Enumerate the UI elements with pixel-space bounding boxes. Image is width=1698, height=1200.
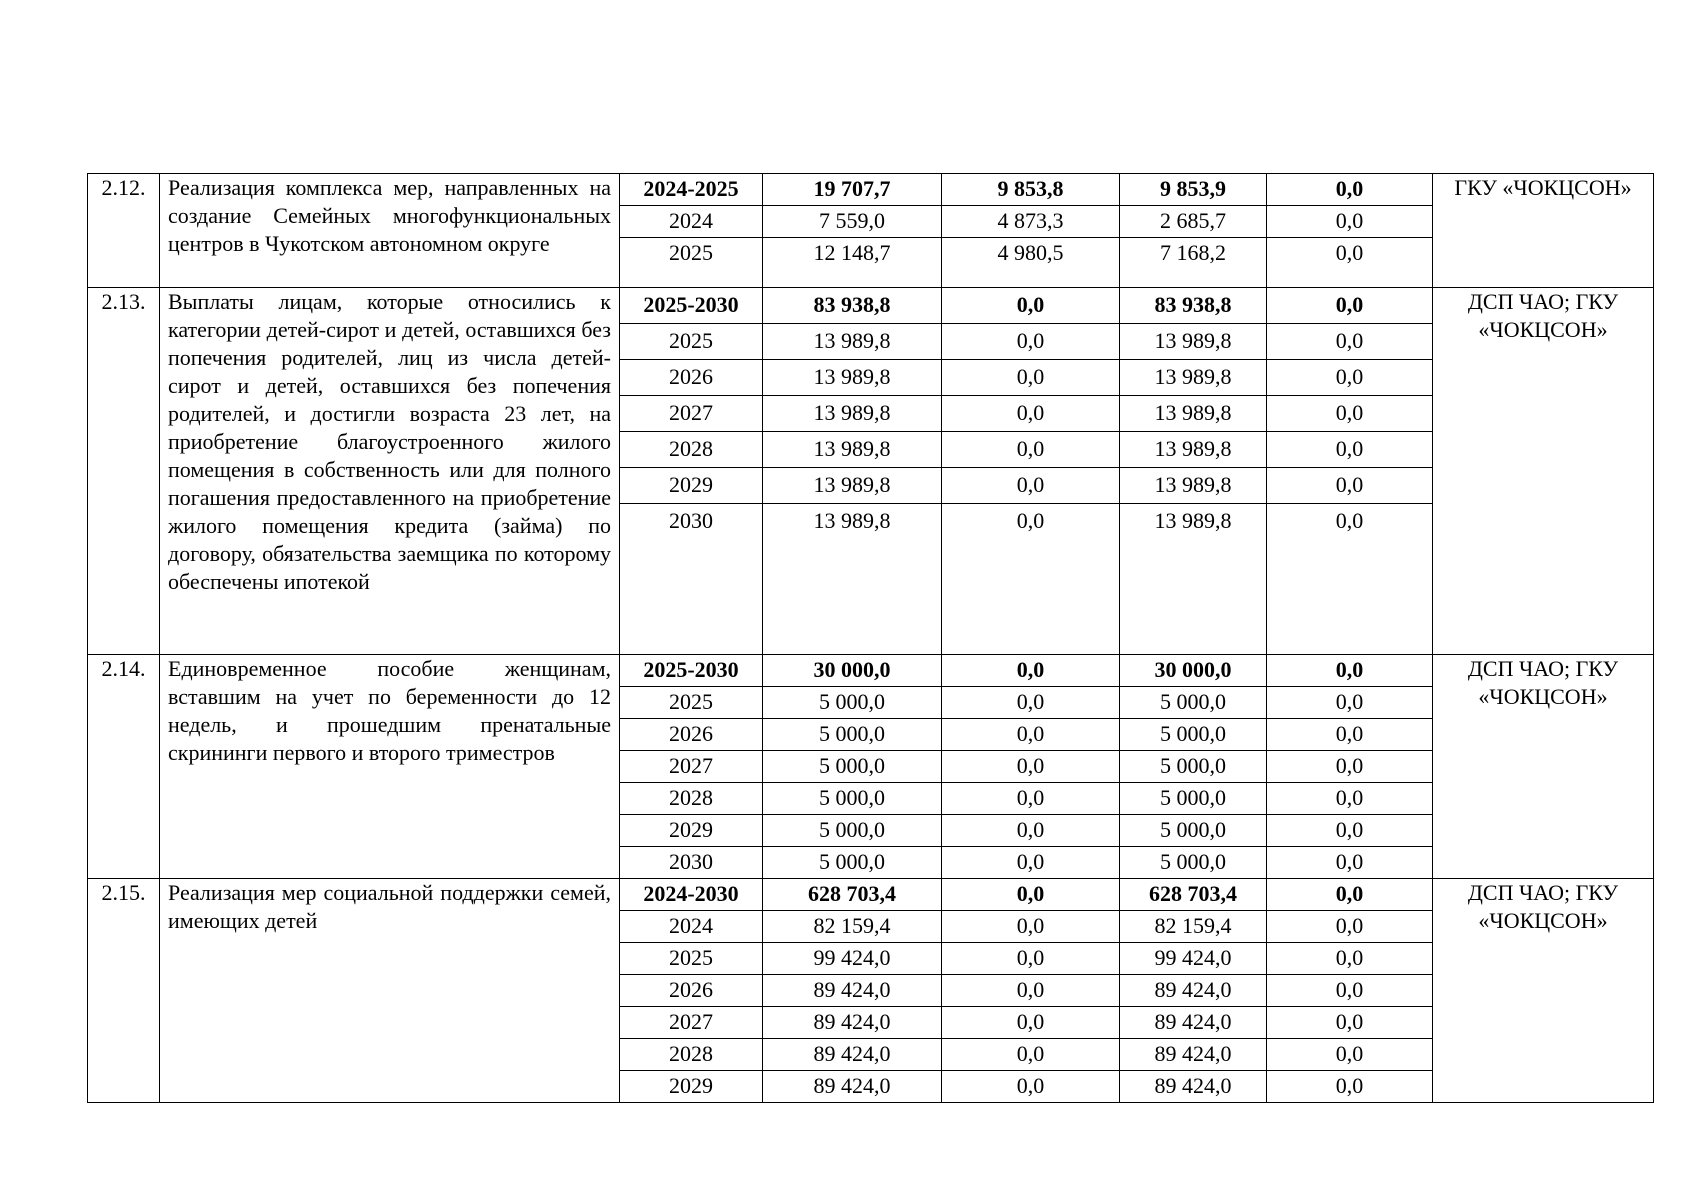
funding-cell: 0,0	[942, 975, 1120, 1007]
table-row	[88, 655, 1654, 687]
total-cell: 30 000,0	[763, 655, 942, 687]
funding-cell: 13 989,8	[1120, 504, 1267, 655]
funding-cell: 30 000,0	[1120, 655, 1267, 687]
funding-cell: 0,0	[1267, 324, 1433, 360]
period-cell: 2024-2030	[620, 879, 763, 911]
funding-cell: 0,0	[942, 1071, 1120, 1103]
total-cell: 5 000,0	[763, 751, 942, 783]
funding-cell: 0,0	[1267, 206, 1433, 238]
period-cell: 2025	[620, 687, 763, 719]
funding-cell: 5 000,0	[1120, 751, 1267, 783]
funding-cell: 9 853,9	[1120, 174, 1267, 206]
funding-cell: 9 853,8	[942, 174, 1120, 206]
funding-cell: 0,0	[942, 879, 1120, 911]
funding-cell: 4 873,3	[942, 206, 1120, 238]
funding-cell: 0,0	[1267, 360, 1433, 396]
period-cell: 2028	[620, 783, 763, 815]
total-cell: 89 424,0	[763, 1007, 942, 1039]
total-cell: 13 989,8	[763, 468, 942, 504]
funding-cell: 0,0	[942, 1007, 1120, 1039]
funding-cell: 0,0	[1267, 1007, 1433, 1039]
funding-cell: 0,0	[942, 324, 1120, 360]
period-cell: 2028	[620, 1039, 763, 1071]
funding-cell: 0,0	[1267, 396, 1433, 432]
period-cell: 2024-2025	[620, 174, 763, 206]
period-cell: 2026	[620, 719, 763, 751]
funding-cell: 0,0	[1267, 468, 1433, 504]
total-cell: 19 707,7	[763, 174, 942, 206]
funding-cell: 0,0	[942, 288, 1120, 324]
funding-cell: 628 703,4	[1120, 879, 1267, 911]
total-cell: 5 000,0	[763, 719, 942, 751]
total-cell: 7 559,0	[763, 206, 942, 238]
funding-cell: 0,0	[942, 751, 1120, 783]
funding-cell: 0,0	[1267, 879, 1433, 911]
total-cell: 13 989,8	[763, 504, 942, 655]
period-cell: 2027	[620, 396, 763, 432]
period-cell: 2025	[620, 238, 763, 288]
funding-cell: 5 000,0	[1120, 847, 1267, 879]
total-cell: 5 000,0	[763, 687, 942, 719]
funding-cell: 0,0	[1267, 432, 1433, 468]
total-cell: 13 989,8	[763, 396, 942, 432]
funding-cell: 5 000,0	[1120, 815, 1267, 847]
period-cell: 2024	[620, 911, 763, 943]
funding-cell: 0,0	[942, 655, 1120, 687]
period-cell: 2027	[620, 751, 763, 783]
funding-cell: 2 685,7	[1120, 206, 1267, 238]
period-cell: 2024	[620, 206, 763, 238]
funding-cell: 5 000,0	[1120, 783, 1267, 815]
funding-cell: 0,0	[942, 360, 1120, 396]
funding-cell: 0,0	[942, 943, 1120, 975]
funding-cell: 0,0	[1267, 719, 1433, 751]
period-cell: 2029	[620, 468, 763, 504]
total-cell: 5 000,0	[763, 847, 942, 879]
funding-cell: 83 938,8	[1120, 288, 1267, 324]
funding-cell: 13 989,8	[1120, 396, 1267, 432]
total-cell: 83 938,8	[763, 288, 942, 324]
funding-cell: 0,0	[942, 504, 1120, 655]
funding-cell: 89 424,0	[1120, 1039, 1267, 1071]
funding-cell: 0,0	[1267, 975, 1433, 1007]
funding-cell: 0,0	[942, 815, 1120, 847]
funding-cell: 13 989,8	[1120, 360, 1267, 396]
period-cell: 2029	[620, 815, 763, 847]
funding-cell: 0,0	[942, 687, 1120, 719]
row-number: 2.12.	[88, 174, 160, 288]
funding-cell: 5 000,0	[1120, 687, 1267, 719]
funding-cell: 0,0	[1267, 911, 1433, 943]
funding-cell: 5 000,0	[1120, 719, 1267, 751]
funding-cell: 0,0	[1267, 655, 1433, 687]
executor-cell: ДСП ЧАО; ГКУ «ЧОКЦСОН»	[1433, 288, 1654, 655]
funding-cell: 0,0	[942, 719, 1120, 751]
funding-cell: 0,0	[1267, 943, 1433, 975]
funding-cell: 89 424,0	[1120, 1007, 1267, 1039]
period-cell: 2025	[620, 324, 763, 360]
total-cell: 89 424,0	[763, 1039, 942, 1071]
funding-cell: 82 159,4	[1120, 911, 1267, 943]
funding-cell: 0,0	[1267, 1071, 1433, 1103]
period-cell: 2027	[620, 1007, 763, 1039]
table-row	[88, 288, 1654, 324]
total-cell: 99 424,0	[763, 943, 942, 975]
funding-cell: 13 989,8	[1120, 324, 1267, 360]
funding-cell: 7 168,2	[1120, 238, 1267, 288]
funding-cell: 0,0	[942, 396, 1120, 432]
measure-description: Реализация мер социальной поддержки семей, имеющих детей	[160, 879, 620, 1103]
funding-cell: 0,0	[1267, 238, 1433, 288]
table-body	[88, 174, 1654, 1103]
executor-cell: ГКУ «ЧОКЦСОН»	[1433, 174, 1654, 288]
funding-cell: 0,0	[942, 911, 1120, 943]
total-cell: 628 703,4	[763, 879, 942, 911]
row-number: 2.13.	[88, 288, 160, 655]
funding-cell: 89 424,0	[1120, 1071, 1267, 1103]
funding-cell: 13 989,8	[1120, 468, 1267, 504]
period-cell: 2026	[620, 975, 763, 1007]
funding-cell: 0,0	[942, 783, 1120, 815]
funding-cell: 0,0	[1267, 288, 1433, 324]
total-cell: 5 000,0	[763, 815, 942, 847]
period-cell: 2025-2030	[620, 655, 763, 687]
total-cell: 12 148,7	[763, 238, 942, 288]
table-row	[88, 879, 1654, 911]
funding-cell: 99 424,0	[1120, 943, 1267, 975]
funding-cell: 13 989,8	[1120, 432, 1267, 468]
funding-cell: 0,0	[942, 1039, 1120, 1071]
table-row	[88, 174, 1654, 206]
program-budget-table	[87, 173, 1654, 1103]
funding-cell: 0,0	[1267, 847, 1433, 879]
period-cell: 2028	[620, 432, 763, 468]
funding-cell: 4 980,5	[942, 238, 1120, 288]
total-cell: 13 989,8	[763, 432, 942, 468]
funding-cell: 0,0	[1267, 687, 1433, 719]
measure-description: Реализация комплекса мер, направленных на создание Семейных многофункциональных центров в Чукотском автономном округе	[160, 174, 620, 288]
funding-cell: 0,0	[1267, 751, 1433, 783]
total-cell: 13 989,8	[763, 324, 942, 360]
row-number: 2.15.	[88, 879, 160, 1103]
total-cell: 89 424,0	[763, 975, 942, 1007]
funding-cell: 0,0	[942, 847, 1120, 879]
total-cell: 5 000,0	[763, 783, 942, 815]
total-cell: 82 159,4	[763, 911, 942, 943]
funding-cell: 0,0	[1267, 174, 1433, 206]
funding-cell: 0,0	[1267, 1039, 1433, 1071]
total-cell: 89 424,0	[763, 1071, 942, 1103]
executor-cell: ДСП ЧАО; ГКУ «ЧОКЦСОН»	[1433, 879, 1654, 1103]
funding-cell: 0,0	[1267, 783, 1433, 815]
period-cell: 2030	[620, 504, 763, 655]
period-cell: 2026	[620, 360, 763, 396]
total-cell: 13 989,8	[763, 360, 942, 396]
funding-cell: 0,0	[942, 468, 1120, 504]
funding-cell: 0,0	[1267, 815, 1433, 847]
measure-description: Единовременное пособие женщинам, вставшим на учет по беременности до 12 недель, и прошедшим пренатальные скрининги первого и второго триместров	[160, 655, 620, 879]
measure-description: Выплаты лицам, которые относились к категории детей-сирот и детей, оставшихся без попечения родителей, лиц из числа детей-сирот и детей, оставшихся без попечения родителей, и достигли возраста 23 лет, на приобретение благоустроенного жилого помещения в собственность или для полного погашения предоставленного на приобретение жилого помещения кредита (займа) по договору, обязательства заемщика по которому обеспечены ипотекой	[160, 288, 620, 655]
period-cell: 2025-2030	[620, 288, 763, 324]
executor-cell: ДСП ЧАО; ГКУ «ЧОКЦСОН»	[1433, 655, 1654, 879]
funding-cell: 0,0	[942, 432, 1120, 468]
funding-cell: 89 424,0	[1120, 975, 1267, 1007]
funding-cell: 0,0	[1267, 504, 1433, 655]
row-number: 2.14.	[88, 655, 160, 879]
period-cell: 2025	[620, 943, 763, 975]
period-cell: 2030	[620, 847, 763, 879]
period-cell: 2029	[620, 1071, 763, 1103]
